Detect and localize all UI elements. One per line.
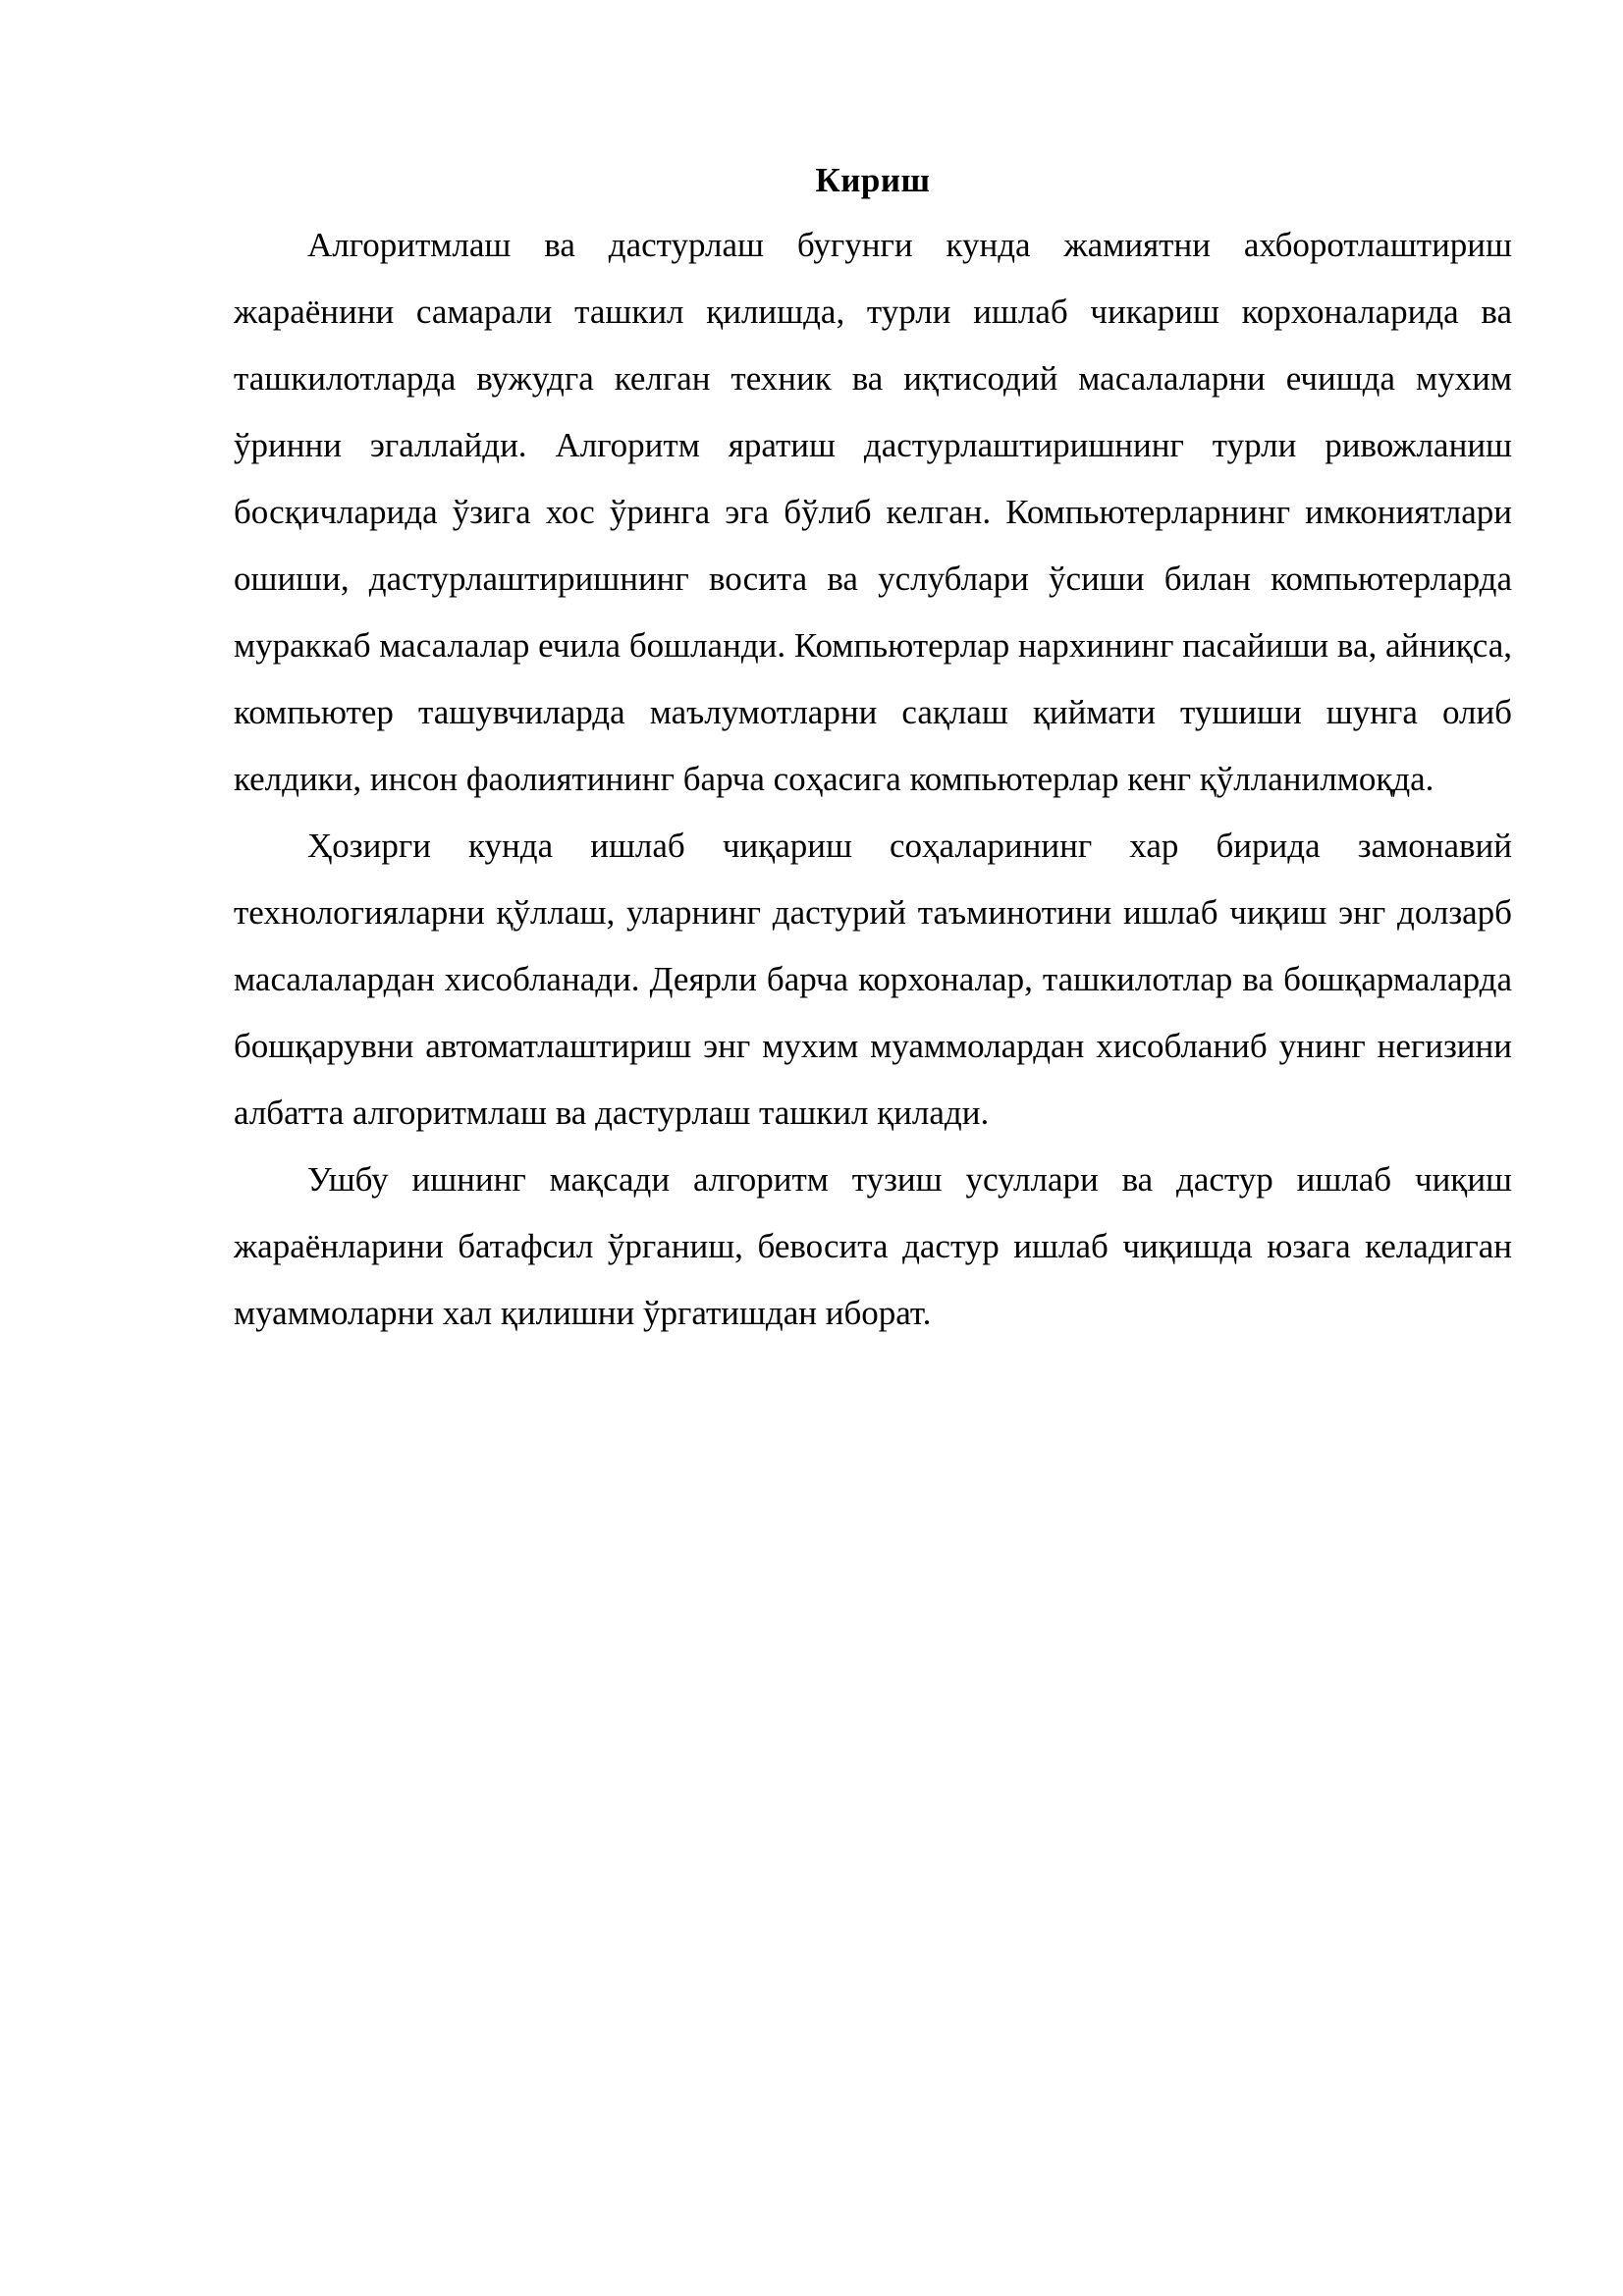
section-title: Кириш (815, 161, 931, 199)
paragraph-goal: Ушбу ишнинг мақсади алгоритм тузиш усуллари ва дастур ишлаб чиқиш жараёнларини батафсил ўрганиш, бевосита дастур ишлаб чиқишда юзага келадиган муаммоларни хал қилишни ўргатишдан иборат. (234, 1160, 1512, 1332)
paragraph-introduction: Алгоритмлаш ва дастурлаш бугунги кунда жамиятни ахборотлаштириш жараёнини самарали ташкил қилишда, турли ишлаб чикариш корхоналарида ва ташкилотларда вужудга келган техник ва иқтисодий масалаларни ечишда мухим ўринни эгаллайди. Алгоритм яратиш дастурлаштиришнинг турли ривожланиш босқичларида ўзига хос ўринга эга бўлиб келган. Компьютерларнинг имкониятлари ошиши, дастурлаштиришнинг восита ва услублари ўсиши билан компьютерларда мураккаб масалалар ечила бошланди. Компьютерлар нархининг пасайиши ва, айниқса, компьютер ташувчиларда маълумотларни сақлаш қиймати тушиши шунга олиб келдики, инсон фаолиятининг барча соҳасига компьютерлар кенг қўлланилмоқда. (234, 226, 1512, 798)
document-body (234, 149, 1512, 1347)
paragraph-relevance: Ҳозирги кунда ишлаб чиқариш соҳаларининг хар бирида замонавий технологияларни қўллаш, уларнинг дастурий таъминотини ишлаб чиқиш энг долзарб масалалардан хисобланади. Деярли барча корхоналар, ташкилотлар ва бошқармаларда бошқарувни автоматлаштириш энг мухим муаммолардан хисобланиб унинг негизини албатта алгоритмлаш ва дастурлаш ташкил қилади. (234, 827, 1512, 1132)
